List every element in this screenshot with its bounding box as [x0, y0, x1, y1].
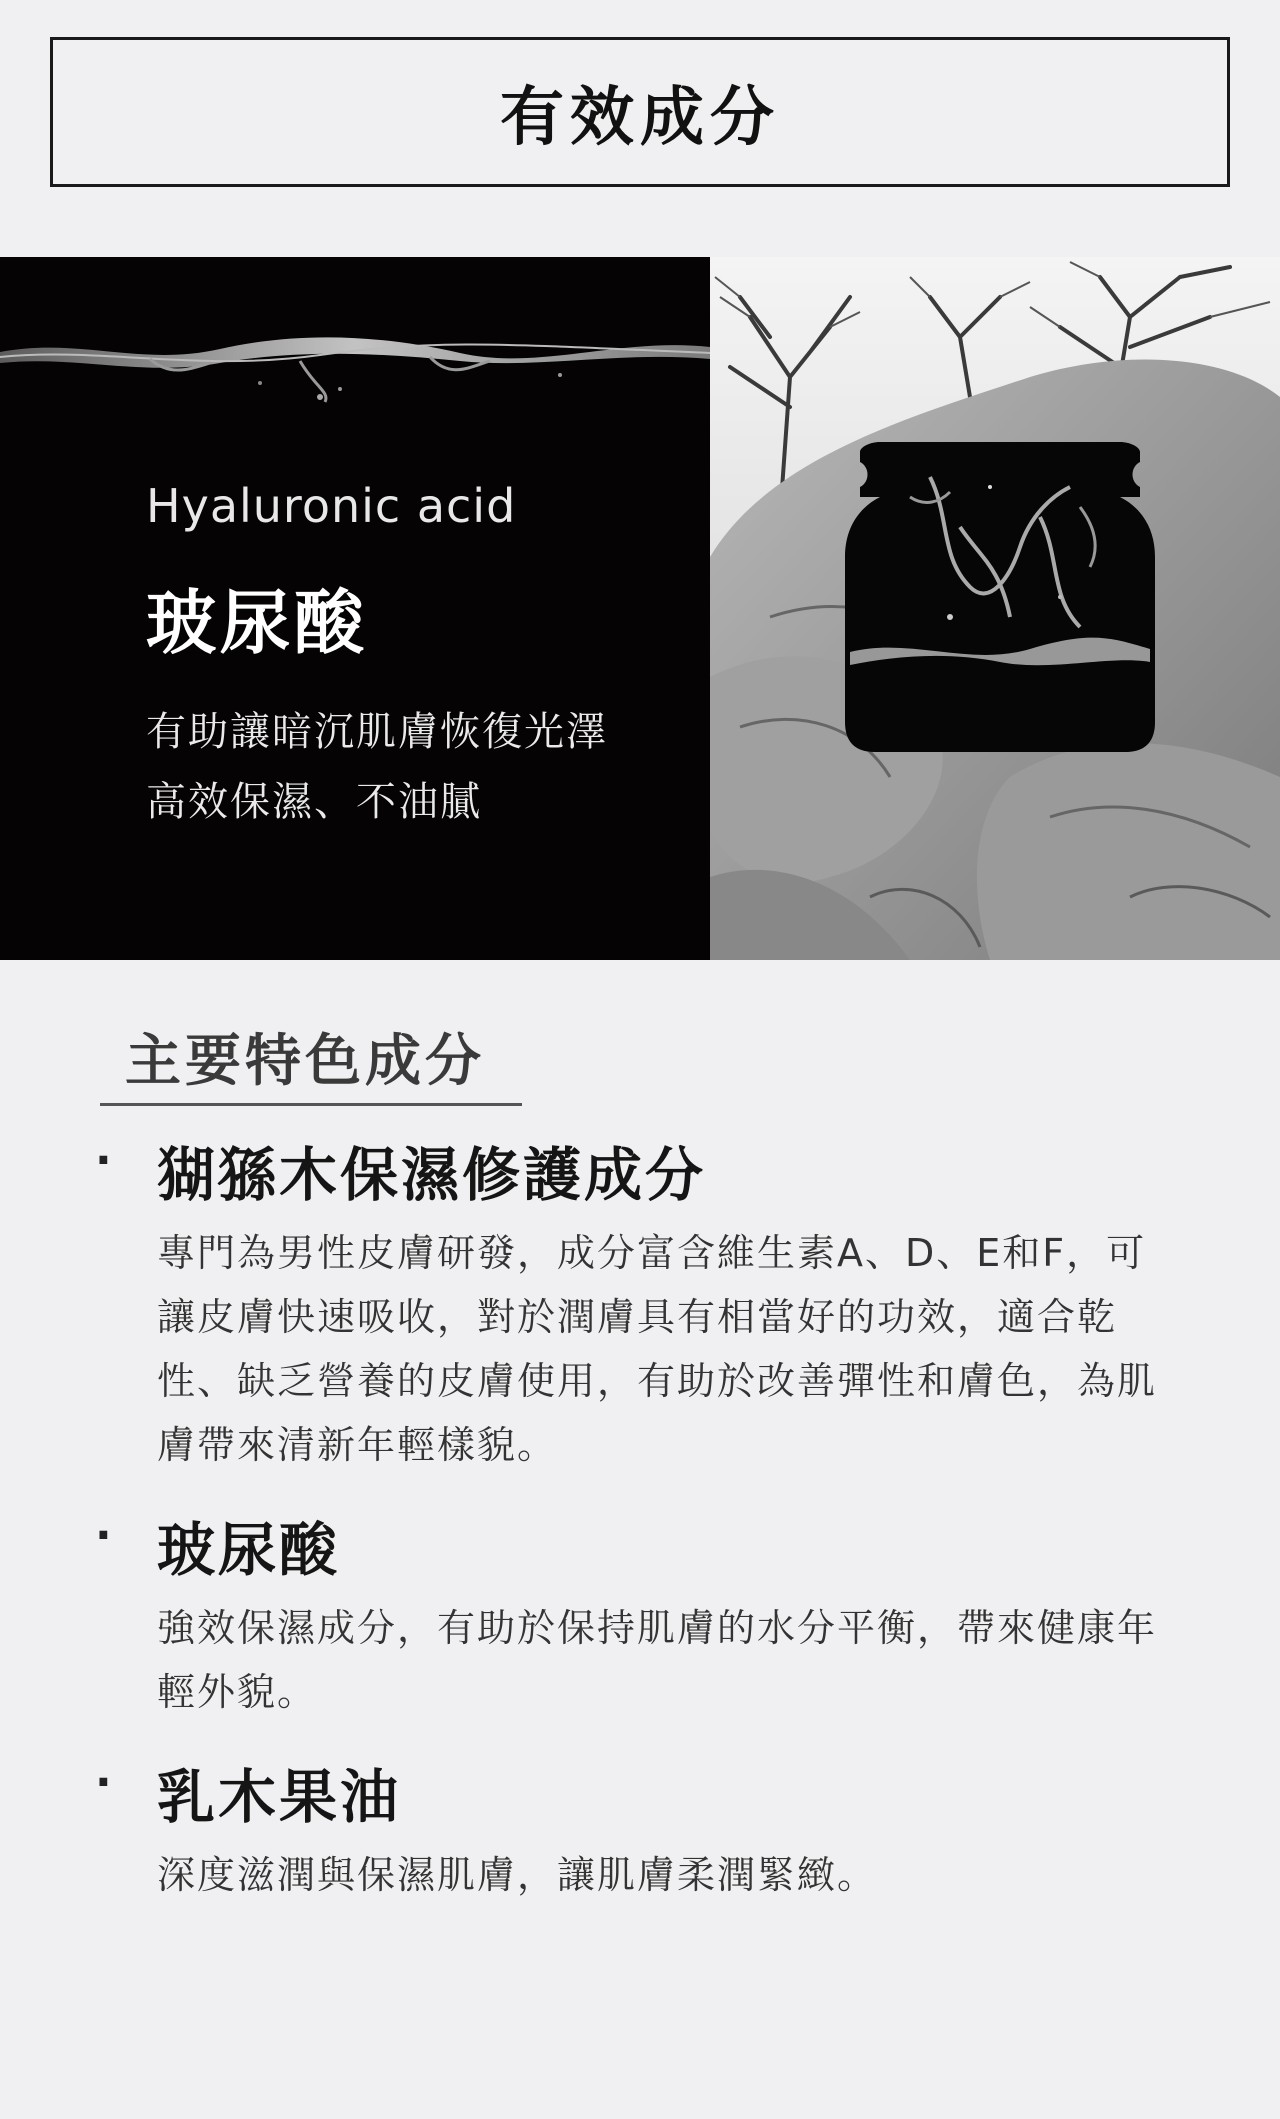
feature-name: 玻尿酸 — [157, 1516, 341, 1584]
feature-item — [95, 1510, 1175, 1724]
bullet: · — [95, 1510, 112, 1561]
bullet: · — [95, 1757, 112, 1808]
bullet: · — [95, 1135, 112, 1186]
hero-english-name: Hyaluronic acid — [146, 479, 517, 533]
water-splash-image — [0, 297, 710, 417]
hero-text-panel — [0, 257, 710, 960]
section-heading — [100, 1017, 522, 1106]
feature-item — [95, 1757, 1175, 1907]
feature-name: 猢猻木保濕修護成分 — [157, 1141, 707, 1209]
feature-item — [95, 1135, 1175, 1477]
feature-description: 專門為男性皮膚研發，成分富含維生素A、D、E和F，可讓皮膚快速吸收，對於潤膚具有相當好的功效，適合乾性、缺乏營養的皮膚使用，有助於改善彈性和膚色，為肌膚帶來清新年輕樣貌。 — [157, 1231, 1158, 1467]
feature-name: 乳木果油 — [157, 1763, 402, 1831]
baobab-rocks-image — [710, 257, 1280, 960]
hero-desc-line-2: 高效保濕、不油膩 — [146, 779, 482, 825]
title-box — [50, 37, 1230, 187]
hero-banner — [0, 257, 1280, 960]
hero-chinese-name: 玻尿酸 — [146, 582, 368, 664]
product-jar-scene — [710, 257, 1280, 960]
feature-description: 深度滋潤與保濕肌膚，讓肌膚柔潤緊緻。 — [157, 1853, 878, 1897]
hero-desc-line-1: 有助讓暗沉肌膚恢復光澤 — [146, 709, 608, 755]
page-title: 有效成分 — [500, 81, 780, 155]
section-heading-text: 主要特色成分 — [125, 1029, 485, 1094]
feature-description: 強效保濕成分，有助於保持肌膚的水分平衡，帶來健康年輕外貌。 — [157, 1606, 1158, 1714]
hero-description — [146, 697, 608, 837]
